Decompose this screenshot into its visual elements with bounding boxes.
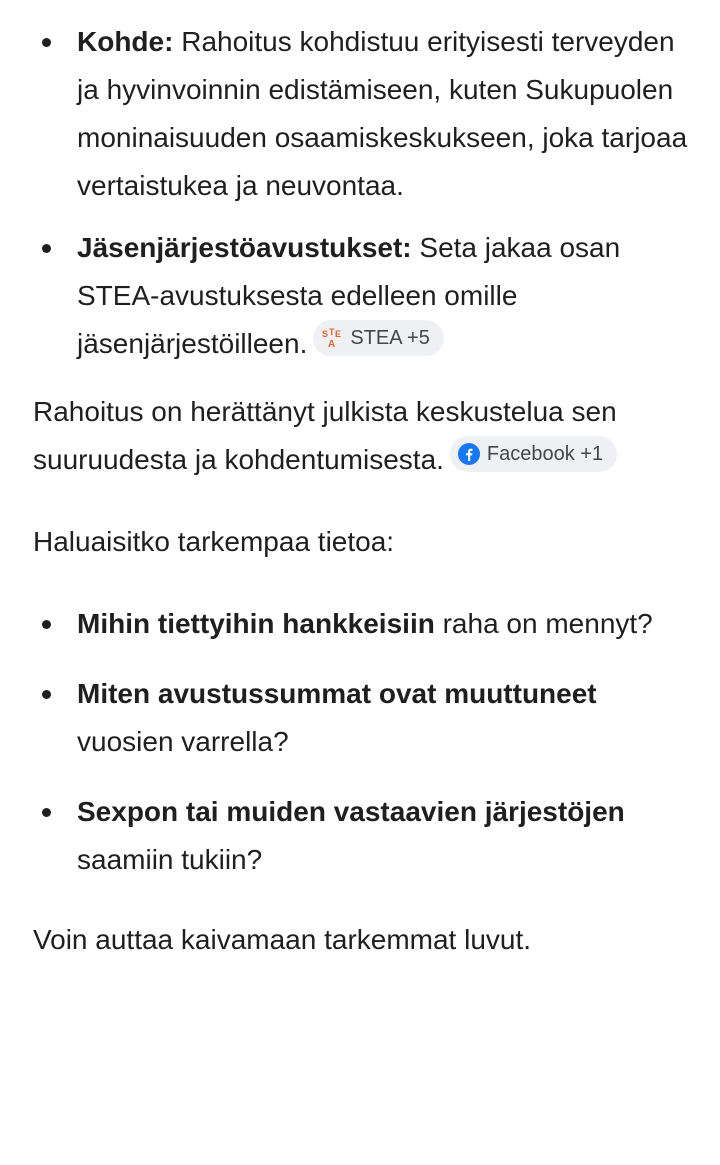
list-item [33,788,720,884]
svg-text:S: S [322,329,329,339]
stea-logo-icon [321,327,343,349]
paragraph-offer: Voin auttaa kaivamaan tarkemmat luvut. [33,924,532,955]
list-item-bold: Miten avustussummat ovat muuttuneet [77,678,597,709]
source-chip-label: STEA +5 [350,327,430,349]
list-item-bold: Jäsenjärjestöavustukset: [77,232,412,263]
list-item-text: Seta jakaa osan STEA-avustuksesta edelleen omille jäsenjärjestöilleen. [77,232,621,359]
paragraph-question: Haluaisitko tarkempaa tietoa: [33,526,395,557]
source-chip-stea[interactable] [313,320,444,356]
list-item-text: Rahoitus kohdistuu erityisesti terveyden ja hyvinvoinnin edistämiseen, kuten Sukupuolen moninaisuuden osaamiskeskukseen, joka tarjoaa vertaistukea ja neuvontaa. [77,26,688,201]
svg-text:T: T [329,327,335,337]
list-item [33,670,720,766]
list-item-text: raha on mennyt? [434,608,653,639]
list-item-bold: Kohde: [77,26,174,57]
list-item [33,600,720,648]
list-item [33,224,720,368]
bullet-list-funding [33,18,720,368]
svg-text:E: E [335,329,342,339]
list-item-bold: Sexpon tai muiden vastaavien järjestöjen [77,796,625,827]
list-item [33,18,720,210]
bullet-list-followups [33,600,720,884]
paragraph-discussion [33,388,720,484]
list-item-text: saamiin tukiin? [77,844,263,875]
paragraph-text: Rahoitus on herättänyt julkista keskustelua sen suuruudesta ja kohdentumisesta. [33,396,617,475]
source-chip-label: Facebook +1 [486,443,604,465]
source-chip-facebook[interactable] [450,436,617,472]
facebook-icon [458,443,480,465]
svg-text:A: A [328,339,336,349]
list-item-bold: Mihin tiettyihin hankkeisiin [77,608,435,639]
list-item-text: vuosien varrella? [77,726,289,757]
